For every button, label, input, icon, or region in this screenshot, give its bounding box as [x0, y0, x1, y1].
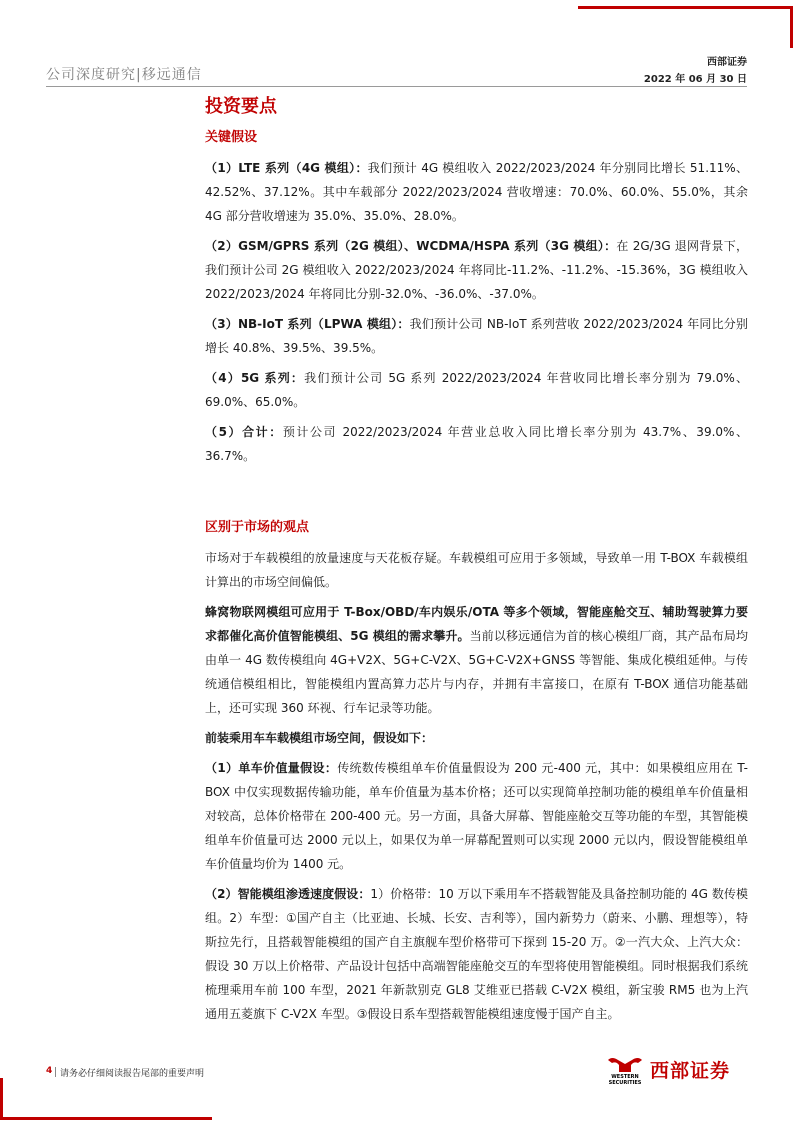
assumption-item-text: 在 2G/3G 退网背景下，我们预计公司 2G 模组收入 2022/2023/2024 年将同比-11.2%、-11.2%、-15.36%，3G 模组收入 2022/2023/2024 年将同比分别-32.0%、-36.0%、-37.0%。: [205, 239, 748, 301]
market-assumption-2: [205, 882, 748, 1026]
assumption-item-5: [205, 420, 748, 468]
market-assumption-label: （2）智能模组渗透速度假设：: [205, 887, 371, 901]
market-view-highlight: 蜂窝物联网模组可应用于 T-Box/OBD/车内娱乐/OTA 等多个领域，智能座舱交互、辅助驾驶算力要求都催化高价值智能模组、5G 模组的需求攀升。: [205, 605, 748, 643]
assumption-item-2: [205, 234, 748, 306]
market-assumption-text: 1）价格带：10 万以下乘用车不搭载智能及具备控制功能的 4G 数传模组。2）车型：①国产自主（比亚迪、长城、长安、吉利等），国内新势力（蔚来、小鹏、理想等），特斯拉先行，且搭载智能模组的国产自主旗舰车型价格带可下探到 15-20 万。②一汽大众、上汽大众：假设 30 万以上价格带、产品设计包括中高端智能座舱交互的车型将使用智能模组。同时根据我们系统梳理乘用车前 100 车型，2021 年新款别克 GL8 艾维亚已搭载 C-V2X 模组，新宝骏 RM5 也为上汽通用五菱旗下 C-V2X 车型。③假设日系车型搭载智能模组速度慢于国产自主。: [205, 887, 748, 1021]
assumption-item-text: 我们预计公司 5G 系列 2022/2023/2024 年营收同比增长率分别为 79.0%、69.0%、65.0%。: [205, 371, 748, 409]
corner-decoration-bottom-left: [0, 1078, 3, 1120]
assumption-item-label: （2）GSM/GPRS 系列（2G 模组）、WCDMA/HSPA 系列（3G 模组）：: [205, 239, 617, 253]
corner-decoration-bottom-left-horizontal: [0, 1117, 212, 1120]
market-assumption-1: [205, 756, 748, 876]
market-view-body: 当前以移远通信为首的核心模组厂商，其产品布局均由单一 4G 数传模组向 4G+V2X、5G+C-V2X、5G+C-V2X+GNSS 等智能、集成化模组延伸。与传统通信模组相比，智能模组内置高算力芯片与内存，并拥有丰富接口，在原有 T-BOX 通信功能基础上，还可实现 360 环视、行车记录等功能。: [205, 629, 748, 715]
market-view-paragraph-2: [205, 600, 748, 720]
page-title: 投资要点: [205, 96, 277, 117]
footer-disclaimer-note: 请务必仔细阅读报告尾部的重要声明: [60, 1069, 205, 1079]
corner-decoration-top-right: [578, 6, 793, 9]
assumption-item-4: [205, 366, 748, 414]
assumption-item-text: 我们预计 4G 模组收入 2022/2023/2024 年分别同比增长 51.11%、42.52%、37.12%。其中车载部分 2022/2023/2024 营收增速：70.0%、60.0%、55.0%，其余 4G 部分营收增速为 35.0%、35.0%、28.0%。: [205, 161, 748, 223]
market-assumption-label: （1）单车价值量假设：: [205, 761, 338, 775]
header-date: 2022 年 06 月 30 日: [643, 74, 747, 85]
footer-separator: [55, 1067, 56, 1077]
section-heading-market-view: 区别于市场的观点: [205, 520, 310, 535]
header-divider: [46, 86, 747, 87]
assumption-item-label: （4）5G 系列：: [205, 371, 305, 385]
logo-emblem-text: WESTERN SECURITIES: [608, 1074, 642, 1086]
assumption-item-label: （1）LTE 系列（4G 模组）：: [205, 161, 368, 175]
assumption-item-1: [205, 156, 748, 228]
section-heading-key-assumptions: 关键假设: [205, 130, 258, 145]
assumption-item-text: 我们预计公司 NB-IoT 系列营收 2022/2023/2024 年同比分别增长 40.8%、39.5%、39.5%。: [205, 317, 748, 355]
logo-text: 西部证券: [650, 1060, 731, 1082]
page-number: 4: [46, 1066, 53, 1076]
assumption-item-label: （5）合计：: [205, 425, 283, 439]
assumption-item-3: [205, 312, 748, 360]
header-brand: 西部证券: [707, 57, 747, 68]
market-space-heading: 前装乘用车车载模组市场空间，假设如下：: [205, 731, 434, 745]
market-assumption-text: 传统数传模组单车价值量假设为 200 元-400 元，其中：如果模组应用在 T-BOX 中仅实现数据传输功能，单车价值量为基本价格；还可以实现简单控制功能的模组单车价值量相对较高，总体价格带在 200-400 元。另一方面，具备大屏幕、智能座舱交互等功能的车型，其智能模组单车价值量可达 2000 元以上，如果仅为单一屏幕配置则可以实现 2000 元以内，假设智能模组单车价值量均价为 1400 元。: [205, 761, 748, 871]
main-content: [205, 94, 748, 1026]
company-logo: [604, 1052, 748, 1086]
header-category: 公司深度研究|移远通信: [46, 67, 202, 83]
assumption-item-text: 预计公司 2022/2023/2024 年营业总收入同比增长率分别为 43.7%、39.0%、36.7%。: [205, 425, 749, 463]
market-view-paragraph-1: 市场对于车载模组的放量速度与天花板存疑。车载模组可应用于多领域，导致单一用 T-BOX 车载模组计算出的市场空间偏低。: [205, 551, 748, 589]
assumption-item-label: （3）NB-IoT 系列（LPWA 模组）：: [205, 317, 410, 331]
